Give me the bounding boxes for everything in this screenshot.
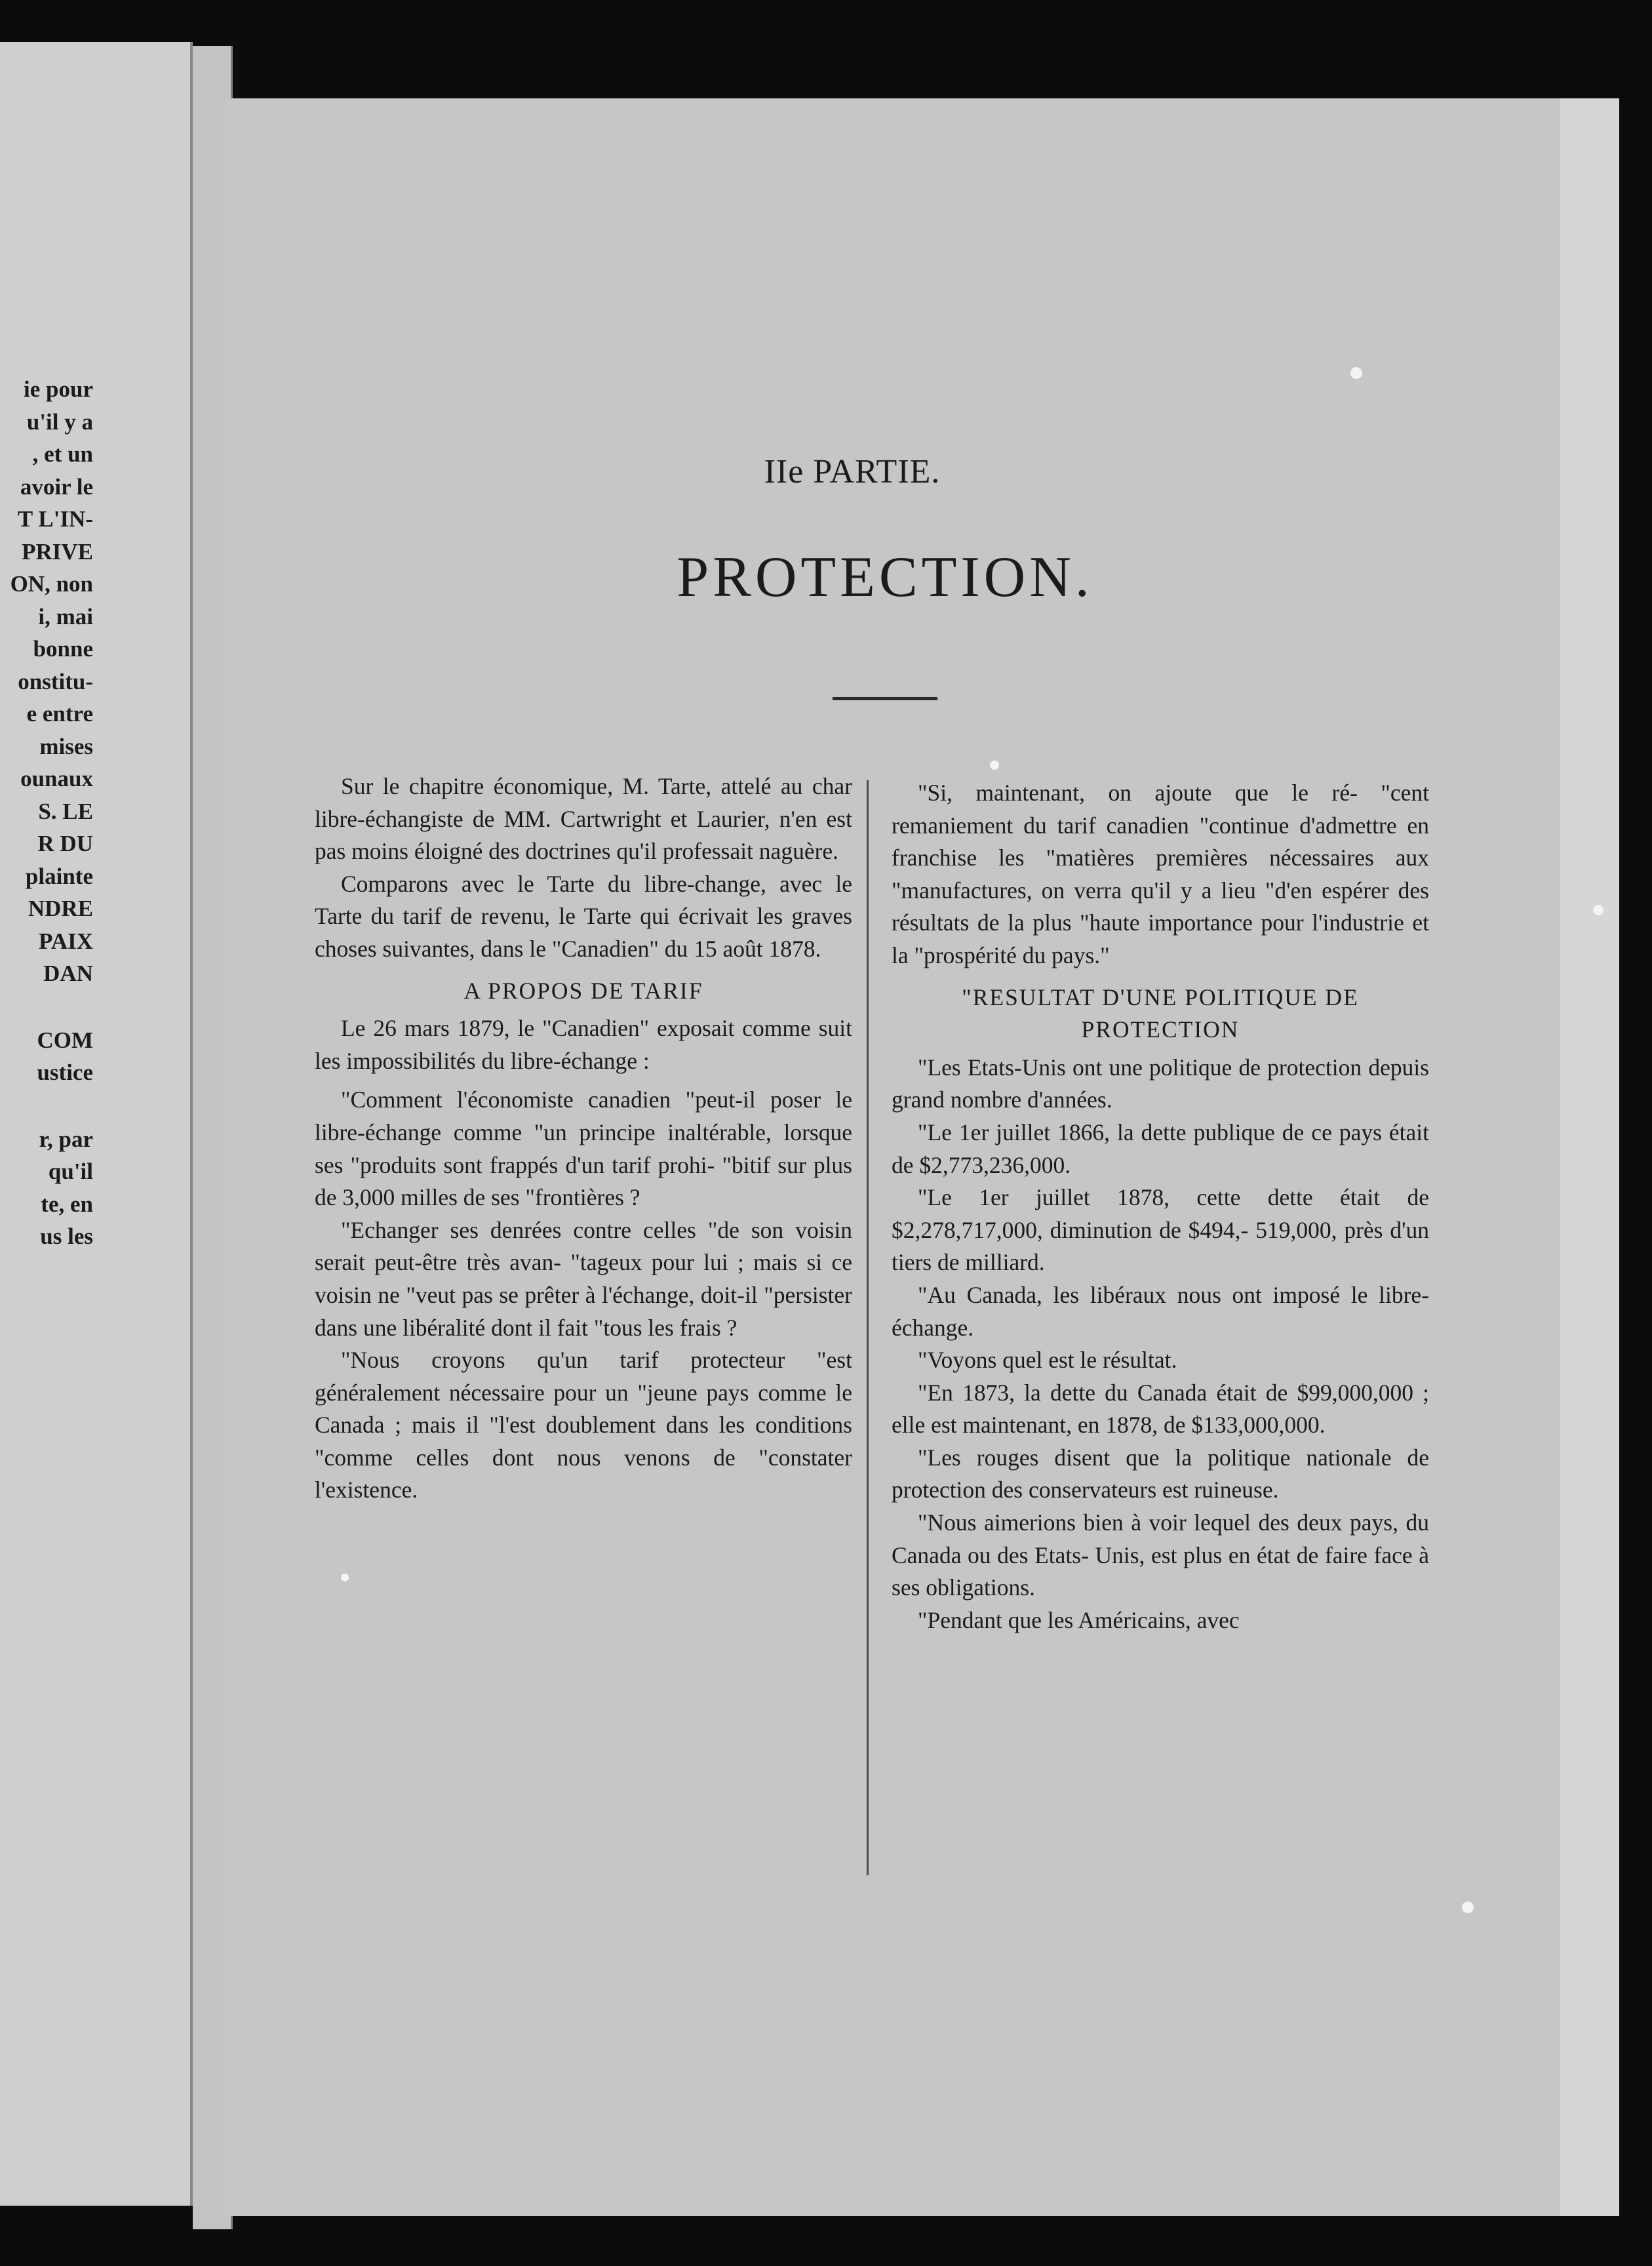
left-page-text-fragment <box>1 373 93 1253</box>
left-line: R DU <box>37 831 93 856</box>
left-line: ustice <box>37 1060 93 1085</box>
dust-speck <box>1593 905 1603 915</box>
quote-paragraph: "Les rouges disent que la politique nationale de protection des conservateurs est ruineuse. <box>892 1444 1429 1503</box>
left-line: S. LE <box>38 798 93 824</box>
page-title: PROTECTION. <box>677 546 1093 609</box>
left-line: i, mai <box>38 603 93 629</box>
right-text-column <box>892 777 1429 1637</box>
left-line: onstitu- <box>18 668 93 694</box>
quote-paragraph: "En 1873, la dette du Canada était de $99,000,000 ; elle est maintenant, en 1878, de $133,000,000. <box>892 1379 1429 1439</box>
left-line: bonne <box>33 636 93 662</box>
left-line: plainte <box>25 863 93 889</box>
left-line: DAN <box>43 961 93 986</box>
left-line: PAIX <box>39 928 93 954</box>
left-line: mises <box>39 733 93 759</box>
section-heading: "RESULTAT D'UNE POLITIQUE DE PROTECTION <box>962 984 1359 1043</box>
left-line: PRIVE <box>22 538 93 565</box>
quote-paragraph: "Le 1er juillet 1878, cette dette était de $2,278,717,000, diminution de $494,- 519,000, près d'un tiers de milliard. <box>892 1184 1429 1276</box>
left-line: avoir le <box>20 473 93 500</box>
dust-speck <box>1462 1901 1474 1913</box>
paragraph: Sur le chapitre économique, M. Tarte, attelé au char libre-échangiste de MM. Cartwright et Laurier, n'en est pas moins éloigné des doctrines qu'il professait naguère. <box>315 773 852 865</box>
left-line: qu'il <box>48 1159 93 1184</box>
left-line: r, par <box>39 1126 93 1152</box>
left-line: NDRE <box>28 896 93 921</box>
left-line: COM <box>37 1027 93 1053</box>
quote-paragraph: "Les Etats-Unis ont une politique de protection depuis grand nombre d'années. <box>892 1054 1429 1113</box>
quote-paragraph: "Voyons quel est le résultat. <box>918 1347 1177 1374</box>
left-line: te, en <box>41 1191 93 1217</box>
left-line: ie pour <box>24 376 93 402</box>
section-heading: A PROPOS DE TARIF <box>463 977 703 1004</box>
quote-paragraph: "Au Canada, les libéraux nous ont imposé le libre-échange. <box>892 1281 1429 1341</box>
dust-speck <box>341 1574 349 1581</box>
quote-paragraph: "Echanger ses denrées contre celles "de son voisin serait peut-être très avan- "tageux pour lui ; mais si ce voisin ne "veut pas se prêter à l'échange, doit-il "persister dans une libéralité dont il fait "tous les frais ? <box>315 1216 852 1341</box>
page-edge-shade <box>1560 98 1619 2216</box>
quote-paragraph: "Pendant que les Américains, avec <box>918 1606 1240 1633</box>
paragraph: Comparons avec le Tarte du libre-change, avec le Tarte du tarif de revenu, le Tarte qui écrivait les graves choses suivantes, dans le "Canadien" du 15 août 1878. <box>315 870 852 962</box>
quote-paragraph: "Le 1er juillet 1866, la dette publique de ce pays était de $2,773,236,000. <box>892 1119 1429 1178</box>
title-ornament-rule <box>833 697 937 700</box>
left-line: u'il y a <box>26 408 93 435</box>
paragraph: Le 26 mars 1879, le "Canadien" exposait comme suit les impossibilités du libre-échange : <box>315 1015 852 1074</box>
left-line: us les <box>40 1223 93 1249</box>
dust-speck <box>990 761 999 770</box>
quote-paragraph: "Nous croyons qu'un tarif protecteur "est généralement nécessaire pour un "jeune pays comme le Canada ; mais il "l'est doublement dans les conditions "comme celles dont nous venons de "constater l'existence. <box>315 1347 852 1503</box>
left-facing-page <box>0 42 193 2206</box>
left-line: , et un <box>32 441 93 467</box>
left-line: ounaux <box>20 766 93 791</box>
quote-paragraph: "Nous aimerions bien à voir lequel des deux pays, du Canada ou des Etats- Unis, est plus en état de faire face à ses obligations. <box>892 1509 1429 1601</box>
left-line: T L'IN- <box>17 506 93 532</box>
quote-paragraph: "Comment l'économiste canadien "peut-il poser le libre-échange comme "un principe inaltérable, lorsque ses "produits sont frappés d'un tarif prohi- "bitif sur plus de 3,000 milles de ses "frontières ? <box>315 1086 852 1211</box>
left-line: e entre <box>26 701 93 726</box>
left-text-column <box>315 770 852 1507</box>
part-heading: IIe PARTIE. <box>764 453 941 490</box>
dust-speck <box>1350 367 1362 379</box>
column-divider <box>867 780 869 1875</box>
left-line: ON, non <box>10 571 93 597</box>
quote-paragraph: "Si, maintenant, on ajoute que le ré- "cent remaniement du tarif canadien "continue d'admettre en franchise les "matières premières nécessaires aux "manufactures, on verra qu'il y a lieu "d'en espérer des résultats de la plus "haute importance pour l'industrie et la "prospérité du pays." <box>892 780 1429 968</box>
